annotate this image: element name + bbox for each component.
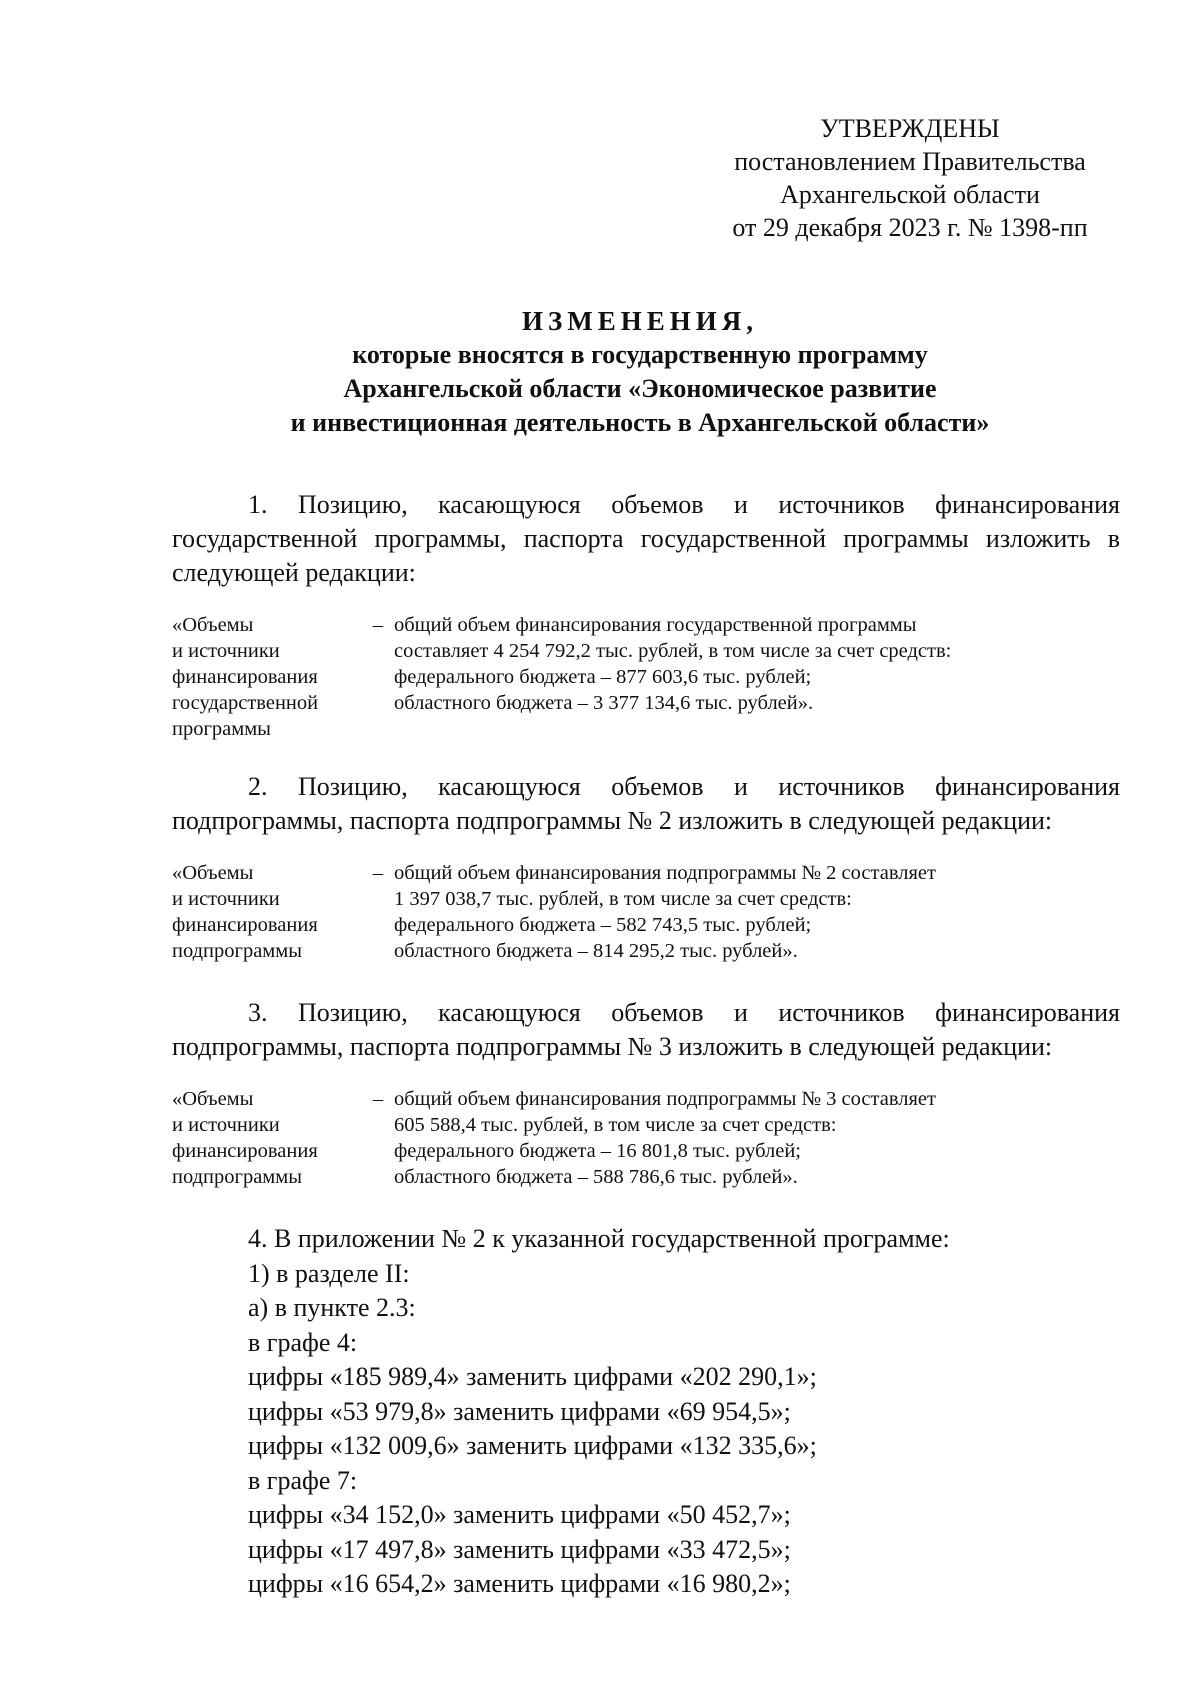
title-line-2: Архангельской области «Экономическое развитие	[343, 374, 937, 403]
right-cell: общий объем финансирования подпрограммы № 3 составляет	[394, 1088, 936, 1110]
left-cell: и источники	[172, 1114, 280, 1136]
approval-line-3: Архангельской области	[780, 180, 1040, 209]
right-cell: федерального бюджета – 16 801,8 тыс. рублей;	[394, 1140, 802, 1162]
left-cell: финансирования	[172, 666, 318, 688]
table-row	[172, 612, 1120, 742]
item-3-text	[172, 996, 1120, 1064]
item-3-paragraph: 3. Позицию, касающуюся объемов и источников финансирования подпрограммы, паспорта подпрограммы № 3 изложить в следующей редакции:	[172, 998, 1120, 1061]
left-cell: подпрограммы	[172, 1166, 303, 1188]
right-cell: федерального бюджета – 877 603,6 тыс. рублей;	[394, 666, 812, 688]
item-2-left-col	[172, 860, 362, 964]
item-2-table	[172, 860, 1120, 964]
item-2-paragraph: 2. Позицию, касающуюся объемов и источников финансирования подпрограммы, паспорта подпрограммы № 2 изложить в следующей редакции:	[172, 772, 1120, 835]
document-title	[160, 304, 1120, 440]
item-1-paragraph: 1. Позицию, касающуюся объемов и источников финансирования государственной программы, паспорта государственной программы изложить в следующей редакции:	[172, 490, 1120, 587]
item-1-dash: –	[372, 614, 384, 636]
list-item: цифры «34 152,0» заменить цифрами «50 452,7»;	[248, 1500, 791, 1529]
table-row	[172, 1086, 1120, 1190]
left-cell: программы	[172, 718, 271, 740]
item-2-dash: –	[372, 862, 384, 884]
list-item: цифры «132 009,6» заменить цифрами «132 335,6»;	[248, 1431, 817, 1460]
item-3-right-col	[394, 1086, 1120, 1190]
title-line-1: которые вносятся в государственную программу	[352, 340, 928, 369]
title-main: ИЗМЕНЕНИЯ,	[521, 306, 758, 336]
list-item: а) в пункте 2.3:	[248, 1293, 416, 1322]
item-2-right-col	[394, 860, 1120, 964]
item-1-right-col	[394, 612, 1120, 742]
left-cell: и источники	[172, 888, 280, 910]
right-cell: общий объем финансирования государственной программы	[394, 614, 917, 636]
list-item: 4. В приложении № 2 к указанной государственной программе:	[248, 1224, 950, 1253]
approval-line-2: постановлением Правительства	[734, 147, 1086, 176]
item-3-left-col	[172, 1086, 362, 1190]
list-item: цифры «17 497,8» заменить цифрами «33 472,5»;	[248, 1534, 791, 1564]
item-1-text	[172, 488, 1120, 590]
list-item: цифры «53 979,8» заменить цифрами «69 954,5»;	[248, 1396, 791, 1426]
list-item: цифры «16 654,2» заменить цифрами «16 980,2»;	[248, 1569, 791, 1598]
item-1-left-col	[172, 612, 362, 742]
right-cell: составляет 4 254 792,2 тыс. рублей, в том числе за счет средств:	[394, 640, 952, 662]
left-cell: государственной	[172, 692, 319, 714]
right-cell: федерального бюджета – 582 743,5 тыс. рублей;	[394, 914, 812, 936]
left-cell: «Объемы	[172, 862, 254, 884]
title-line-3: и инвестиционная деятельность в Архангельской области»	[290, 408, 990, 437]
approval-stamp	[700, 112, 1120, 244]
item-1-table	[172, 612, 1120, 742]
list-item: в графе 7:	[248, 1465, 358, 1495]
approval-line-1: УТВЕРЖДЕНЫ	[820, 114, 1000, 143]
list-item: 1) в разделе II:	[248, 1258, 410, 1288]
item-4-list	[248, 1222, 1120, 1602]
list-item: в графе 4:	[248, 1327, 358, 1357]
item-3-table	[172, 1086, 1120, 1190]
left-cell: подпрограммы	[172, 940, 303, 962]
right-cell: 605 588,4 тыс. рублей, в том числе за счет средств:	[394, 1114, 837, 1136]
left-cell: «Объемы	[172, 1088, 254, 1110]
left-cell: и источники	[172, 640, 280, 662]
right-cell: областного бюджета – 3 377 134,6 тыс. рублей».	[394, 692, 814, 714]
left-cell: «Объемы	[172, 614, 254, 636]
right-cell: общий объем финансирования подпрограммы № 2 составляет	[394, 862, 936, 884]
right-cell: областного бюджета – 814 295,2 тыс. рублей».	[394, 940, 798, 962]
table-row	[172, 860, 1120, 964]
right-cell: областного бюджета – 588 786,6 тыс. рублей».	[394, 1166, 798, 1188]
right-cell: 1 397 038,7 тыс. рублей, в том числе за счет средств:	[394, 888, 852, 910]
left-cell: финансирования	[172, 1140, 318, 1162]
item-2-text	[172, 770, 1120, 838]
left-cell: финансирования	[172, 914, 318, 936]
approval-line-4: от 29 декабря 2023 г. № 1398-пп	[732, 213, 1088, 242]
list-item: цифры «185 989,4» заменить цифрами «202 290,1»;	[248, 1362, 817, 1391]
item-3-dash: –	[372, 1088, 384, 1110]
